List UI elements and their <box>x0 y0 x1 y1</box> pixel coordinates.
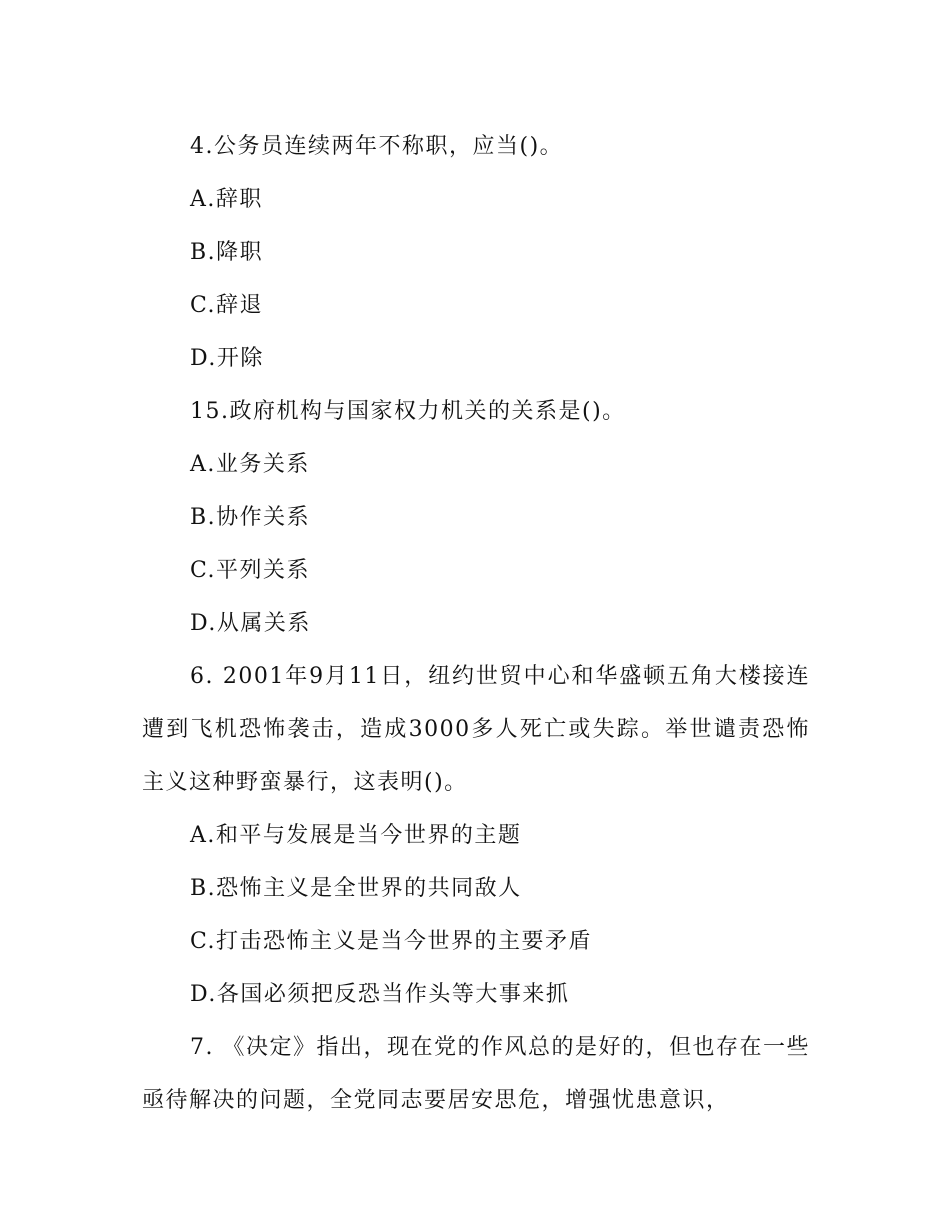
answer-option: D.各国必须把反恐当作头等大事来抓 <box>190 982 570 1007</box>
question-stem: 7. 《决定》指出，现在党的作风总的是好的，但也存在一些亟待解决的问题，全党同志要居安思危，增强忧患意识， <box>142 1035 810 1113</box>
answer-option: D.开除 <box>190 346 264 371</box>
answer-option: A.和平与发展是当今世界的主题 <box>190 823 522 848</box>
answer-option: C.打击恐怖主义是当今世界的主要矛盾 <box>190 929 593 954</box>
answer-option: B.恐怖主义是全世界的共同敌人 <box>190 876 522 901</box>
question-stem: 4.公务员连续两年不称职，应当()。 <box>190 134 564 159</box>
question-stem: 15.政府机构与国家权力机关的关系是()。 <box>190 399 626 424</box>
answer-option: C.平列关系 <box>190 558 311 583</box>
answer-option: A.辞职 <box>190 187 263 212</box>
answer-option: D.从属关系 <box>190 611 311 636</box>
answer-option: A.业务关系 <box>190 452 310 477</box>
question-stem: 6. 2001年9月11日，纽约世贸中心和华盛顿五角大楼接连遭到飞机恐怖袭击，造成3000多人死亡或失踪。举世谴责恐怖主义这种野蛮暴行，这表明()。 <box>142 664 810 795</box>
question-list <box>142 120 810 1127</box>
answer-option: C.辞退 <box>190 293 264 318</box>
answer-option: B.协作关系 <box>190 505 311 530</box>
answer-option: B.降职 <box>190 240 264 265</box>
